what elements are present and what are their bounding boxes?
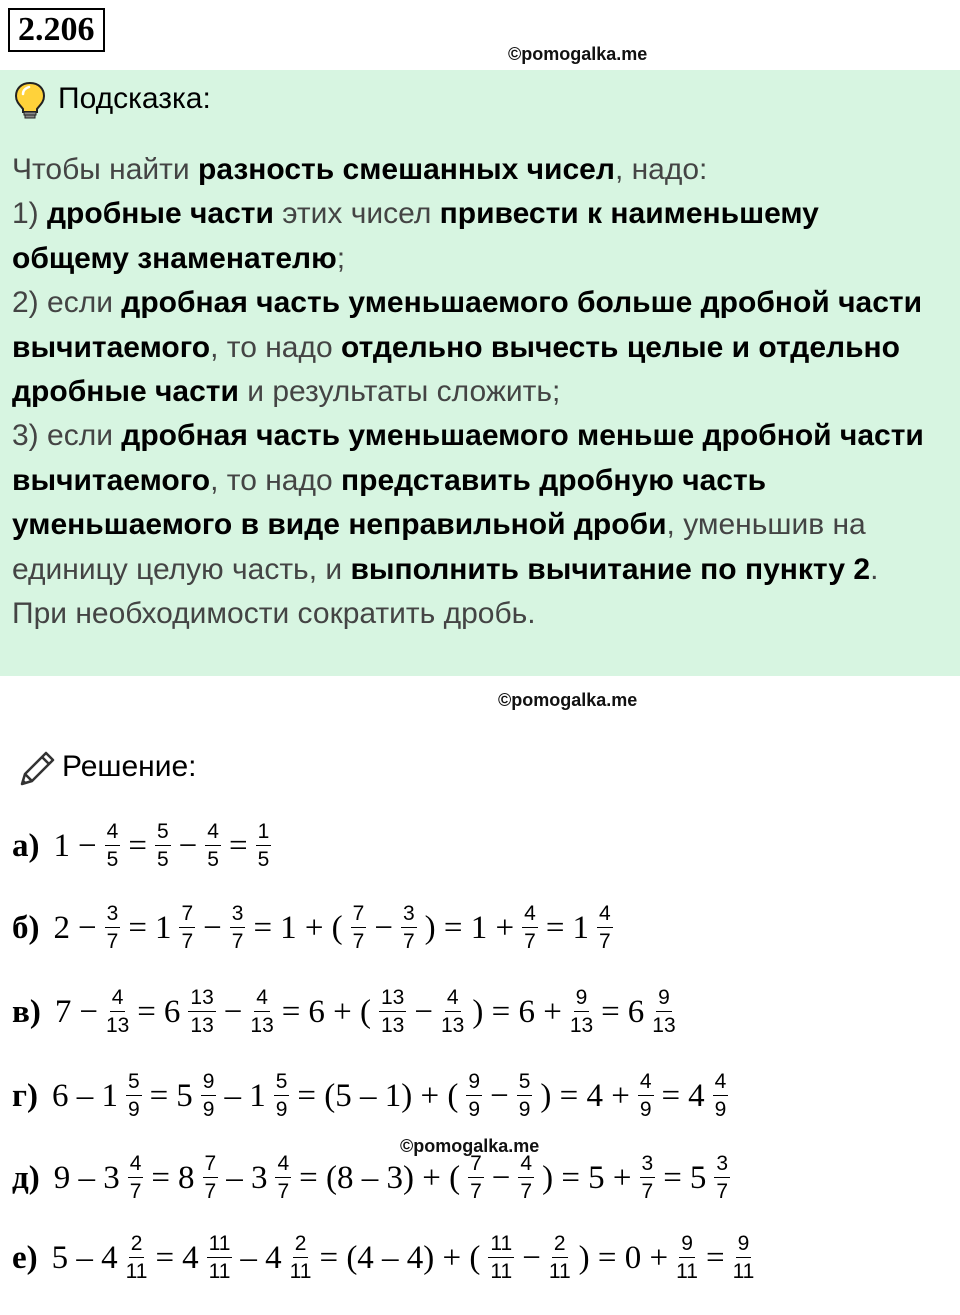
math-token: − xyxy=(374,909,393,946)
hint-text-segment: 1) xyxy=(12,197,48,231)
math-token: – 1 xyxy=(224,1077,266,1114)
hint-line xyxy=(12,414,952,458)
hint-line xyxy=(12,548,952,592)
hint-text-segment: . xyxy=(870,552,879,586)
solution-line xyxy=(12,1230,758,1286)
hint-line xyxy=(12,503,952,547)
fraction-numerator: 4 xyxy=(254,986,270,1012)
fraction-denominator: 13 xyxy=(440,1014,465,1037)
fraction-numerator: 2 xyxy=(293,1232,309,1258)
fraction-denominator: 7 xyxy=(641,1180,654,1203)
hint-text-segment: ; xyxy=(336,241,346,275)
hint-line xyxy=(12,370,952,414)
hint-text-segment: 3) если xyxy=(12,419,122,453)
fraction xyxy=(517,1070,533,1122)
fraction-numerator: 5 xyxy=(126,1070,142,1096)
fraction xyxy=(207,1232,233,1284)
solution-label: е) xyxy=(12,1239,38,1276)
fraction-denominator: 7 xyxy=(204,1180,217,1203)
hint-line xyxy=(12,326,952,370)
math-token: 1 xyxy=(572,909,589,946)
fraction-denominator: 11 xyxy=(732,1260,755,1283)
fraction-denominator: 13 xyxy=(569,1014,594,1037)
fraction xyxy=(468,1152,484,1204)
hint-bold-text: дробная часть уменьшаемого меньше дробной части xyxy=(121,419,924,453)
fraction xyxy=(106,986,129,1038)
math-token: 6 xyxy=(163,993,181,1030)
fraction xyxy=(638,1070,654,1122)
fraction-numerator: 4 xyxy=(713,1070,729,1096)
solution-label: г) xyxy=(12,1077,38,1114)
watermark-middle: ©pomogalka.me xyxy=(498,690,638,710)
fraction-numerator: 11 xyxy=(207,1232,233,1258)
hint-bold-text: дробные части xyxy=(12,375,239,409)
hint-text-segment: 2) если xyxy=(12,286,122,320)
math-token: − xyxy=(491,1159,511,1196)
hint-line xyxy=(12,192,952,236)
hint-bold-text: привести к наименьшему xyxy=(439,197,819,231)
fraction-numerator: 9 xyxy=(574,986,590,1012)
math-token: ) = 4 + xyxy=(540,1077,630,1114)
fraction-denominator: 7 xyxy=(520,1180,533,1203)
hint-title: Подсказка: xyxy=(58,82,211,115)
hint-text-segment: , то надо xyxy=(210,330,342,364)
fraction-numerator: 9 xyxy=(201,1070,217,1096)
math-token: = xyxy=(661,1077,681,1114)
math-token: 5 xyxy=(176,1077,193,1114)
fraction xyxy=(230,902,246,954)
fraction xyxy=(250,986,273,1038)
fraction xyxy=(203,1152,219,1204)
math-token: 7 xyxy=(54,993,72,1030)
fraction-denominator: 11 xyxy=(490,1260,513,1283)
fraction xyxy=(351,902,367,954)
fraction-denominator: 11 xyxy=(676,1260,698,1283)
math-token: = xyxy=(253,909,273,946)
fraction xyxy=(676,1232,698,1284)
math-token: ) = 6 + xyxy=(472,993,562,1030)
math-token: 6 + ( xyxy=(308,993,371,1030)
fraction xyxy=(488,1232,514,1284)
solution-line xyxy=(12,1150,734,1206)
solution-label: б) xyxy=(12,909,40,946)
hint-text-segment: , надо: xyxy=(614,153,708,186)
fraction-denominator: 13 xyxy=(190,1014,214,1037)
solution-line xyxy=(12,984,680,1040)
hint-line xyxy=(12,459,952,503)
math-token: = xyxy=(149,1077,169,1114)
fraction-denominator: 7 xyxy=(716,1180,729,1203)
solution-label: д) xyxy=(12,1159,40,1196)
fraction xyxy=(205,820,221,872)
math-token: 1 xyxy=(154,909,172,946)
fraction-denominator: 7 xyxy=(352,930,365,953)
fraction-denominator: 7 xyxy=(106,930,119,953)
fraction-numerator: 3 xyxy=(714,1152,730,1178)
fraction-denominator: 7 xyxy=(231,930,244,953)
fraction-denominator: 7 xyxy=(277,1180,290,1203)
math-token: 4 xyxy=(688,1077,705,1114)
hint-text-segment: этих чисел xyxy=(273,197,440,231)
math-token: = xyxy=(155,1239,175,1276)
math-token: − xyxy=(178,827,198,864)
fraction-numerator: 3 xyxy=(640,1152,656,1178)
watermark-bottom: ©pomogalka.me xyxy=(400,1136,540,1156)
fraction-denominator: 5 xyxy=(207,848,219,871)
solution-label: а) xyxy=(12,827,40,864)
math-token: = xyxy=(151,1159,170,1196)
math-token: ) = 0 + xyxy=(578,1239,669,1276)
fraction xyxy=(105,902,121,954)
fraction-denominator: 9 xyxy=(468,1098,481,1121)
math-token: 9 – 3 xyxy=(53,1159,120,1196)
fraction xyxy=(652,986,675,1038)
math-token: − xyxy=(78,827,97,864)
math-token: = xyxy=(128,827,147,864)
fraction-numerator: 4 xyxy=(522,902,538,928)
math-token: = xyxy=(128,909,147,946)
math-token: 5 – 4 xyxy=(51,1239,118,1276)
fraction-denominator: 11 xyxy=(289,1260,312,1283)
fraction-denominator: 7 xyxy=(524,930,536,953)
fraction-numerator: 4 xyxy=(597,902,613,928)
fraction-numerator: 9 xyxy=(656,986,672,1012)
fraction-numerator: 4 xyxy=(205,820,221,846)
hint-text-segment: Чтобы найти xyxy=(12,153,199,186)
hint-bold-text: вычитаемого xyxy=(12,463,211,497)
math-token: − xyxy=(223,993,243,1030)
fraction xyxy=(640,1152,656,1204)
fraction xyxy=(713,1070,729,1122)
fraction-numerator: 4 xyxy=(110,986,126,1012)
hint-bold-text: разность смешанных чисел xyxy=(198,153,615,186)
fraction xyxy=(188,986,215,1038)
math-token: = (4 – 4) + ( xyxy=(319,1239,481,1276)
fraction xyxy=(570,986,593,1038)
fraction-numerator: 5 xyxy=(155,820,171,846)
solution-label: в) xyxy=(12,993,41,1030)
fraction-numerator: 4 xyxy=(445,986,461,1012)
math-token: = xyxy=(137,993,156,1030)
fraction-numerator: 9 xyxy=(736,1232,752,1258)
hint-bold-text: уменьшаемого в виде неправильной дроби xyxy=(12,508,667,542)
fraction xyxy=(441,986,464,1038)
fraction xyxy=(179,902,195,954)
fraction xyxy=(126,1232,148,1284)
hint-line xyxy=(12,237,952,281)
fraction-denominator: 9 xyxy=(639,1098,652,1121)
pencil-icon xyxy=(16,748,58,790)
fraction-denominator: 9 xyxy=(275,1098,288,1121)
fraction-numerator: 7 xyxy=(203,1152,219,1178)
hint-text-segment: , то надо xyxy=(210,463,342,497)
fraction-numerator: 2 xyxy=(552,1232,568,1258)
fraction-numerator: 7 xyxy=(468,1152,484,1178)
fraction-denominator: 7 xyxy=(470,1180,482,1203)
math-token: = xyxy=(281,993,301,1030)
fraction xyxy=(105,820,121,872)
fraction-numerator: 1 xyxy=(256,820,272,846)
math-token: = xyxy=(663,1159,682,1196)
fraction-numerator: 7 xyxy=(179,902,195,928)
fraction xyxy=(466,1070,482,1122)
fraction-numerator: 11 xyxy=(488,1232,514,1258)
math-token: − xyxy=(203,909,222,946)
fraction-denominator: 11 xyxy=(548,1260,571,1283)
hint-bold-text: общему знаменателю xyxy=(12,241,337,275)
fraction-denominator: 7 xyxy=(129,1180,142,1203)
fraction-denominator: 9 xyxy=(202,1098,215,1121)
fraction-denominator: 5 xyxy=(156,848,169,871)
fraction-denominator: 7 xyxy=(181,930,194,953)
solution-line xyxy=(12,818,275,874)
fraction-numerator: 3 xyxy=(401,902,417,928)
math-token: – 4 xyxy=(240,1239,282,1276)
math-token: 2 xyxy=(53,909,70,946)
math-token: = xyxy=(601,993,620,1030)
fraction xyxy=(126,1070,142,1122)
hint-bold-text: выполнить вычитание по пункту 2 xyxy=(350,552,871,586)
fraction xyxy=(714,1152,730,1204)
hint-line xyxy=(12,592,952,636)
fraction-denominator: 7 xyxy=(402,930,415,953)
fraction xyxy=(274,1070,290,1122)
math-token: = (8 – 3) + ( xyxy=(299,1159,461,1196)
fraction-numerator: 4 xyxy=(518,1152,534,1178)
math-token: 6 xyxy=(627,993,645,1030)
fraction xyxy=(522,902,538,954)
fraction-denominator: 11 xyxy=(208,1260,231,1283)
fraction xyxy=(275,1152,291,1204)
hint-line xyxy=(12,281,952,325)
fraction xyxy=(549,1232,571,1284)
fraction-denominator: 9 xyxy=(714,1098,727,1121)
math-token: − xyxy=(490,1077,509,1114)
lightbulb-icon xyxy=(12,80,48,120)
fraction-numerator: 3 xyxy=(230,902,246,928)
math-token: 4 xyxy=(182,1239,199,1276)
math-token: 1 xyxy=(53,827,70,864)
math-token: − xyxy=(522,1239,541,1276)
hint-text-segment: При необходимости сократить дробь. xyxy=(12,597,536,631)
fraction-denominator: 5 xyxy=(257,848,270,871)
math-token: = (5 – 1) + ( xyxy=(297,1077,459,1114)
hint-bold-text: дробная часть уменьшаемого больше дробной части xyxy=(121,286,923,320)
fraction xyxy=(201,1070,217,1122)
math-token: 5 xyxy=(689,1159,707,1196)
solution-line xyxy=(12,1068,732,1124)
solution-title: Решение: xyxy=(62,750,197,783)
math-token: − xyxy=(79,993,98,1030)
fraction xyxy=(401,902,417,954)
fraction-numerator: 4 xyxy=(128,1152,144,1178)
fraction-denominator: 11 xyxy=(125,1260,148,1283)
fraction xyxy=(290,1232,312,1284)
fraction-numerator: 13 xyxy=(188,986,215,1012)
math-token: = xyxy=(228,827,248,864)
fraction-numerator: 5 xyxy=(274,1070,290,1096)
hint-bold-text: вычитаемого xyxy=(12,330,211,364)
hint-text xyxy=(12,148,952,636)
math-token: 1 + ( xyxy=(280,909,343,946)
fraction-numerator: 9 xyxy=(466,1070,482,1096)
problem-number: 2.206 xyxy=(8,8,105,52)
fraction-numerator: 5 xyxy=(517,1070,533,1096)
math-token: ) = 5 + xyxy=(542,1159,632,1196)
watermark-top: ©pomogalka.me xyxy=(508,44,648,64)
fraction xyxy=(379,986,406,1038)
math-token: = xyxy=(545,909,565,946)
fraction-numerator: 13 xyxy=(379,986,406,1012)
hint-bold-text: представить дробную часть xyxy=(341,463,767,497)
fraction-denominator: 13 xyxy=(652,1014,676,1037)
fraction xyxy=(518,1152,534,1204)
math-token: = xyxy=(705,1239,725,1276)
fraction xyxy=(128,1152,144,1204)
math-token: − xyxy=(78,909,97,946)
hint-bold-text: отдельно вычесть целые и отдельно xyxy=(341,330,900,364)
fraction-denominator: 7 xyxy=(598,930,611,953)
fraction xyxy=(256,820,272,872)
hint-bold-text: дробные части xyxy=(47,197,274,231)
fraction-numerator: 7 xyxy=(351,902,367,928)
fraction xyxy=(597,902,613,954)
fraction-numerator: 4 xyxy=(105,820,121,846)
fraction xyxy=(155,820,171,872)
math-token: 8 xyxy=(178,1159,195,1196)
hint-text-segment: и результаты сложить; xyxy=(238,375,561,409)
fraction-numerator: 4 xyxy=(275,1152,291,1178)
fraction-denominator: 9 xyxy=(518,1098,531,1121)
fraction-denominator: 13 xyxy=(381,1014,405,1037)
hint-text-segment: , уменьшив на xyxy=(666,508,866,542)
fraction-numerator: 2 xyxy=(129,1232,145,1258)
solution-line xyxy=(12,900,617,956)
math-token: ) = 1 + xyxy=(424,909,515,946)
math-token: 6 – 1 xyxy=(51,1077,118,1114)
fraction-denominator: 13 xyxy=(250,1014,274,1037)
math-token: – 3 xyxy=(226,1159,268,1196)
fraction-denominator: 5 xyxy=(106,848,119,871)
fraction-denominator: 13 xyxy=(105,1014,130,1037)
hint-text-segment: единицу целую часть, и xyxy=(12,552,351,586)
fraction xyxy=(733,1232,755,1284)
math-token: − xyxy=(414,993,433,1030)
fraction-numerator: 9 xyxy=(679,1232,695,1258)
fraction-numerator: 3 xyxy=(105,902,121,928)
fraction-denominator: 9 xyxy=(127,1098,140,1121)
hint-line xyxy=(12,148,952,192)
fraction-numerator: 4 xyxy=(638,1070,654,1096)
